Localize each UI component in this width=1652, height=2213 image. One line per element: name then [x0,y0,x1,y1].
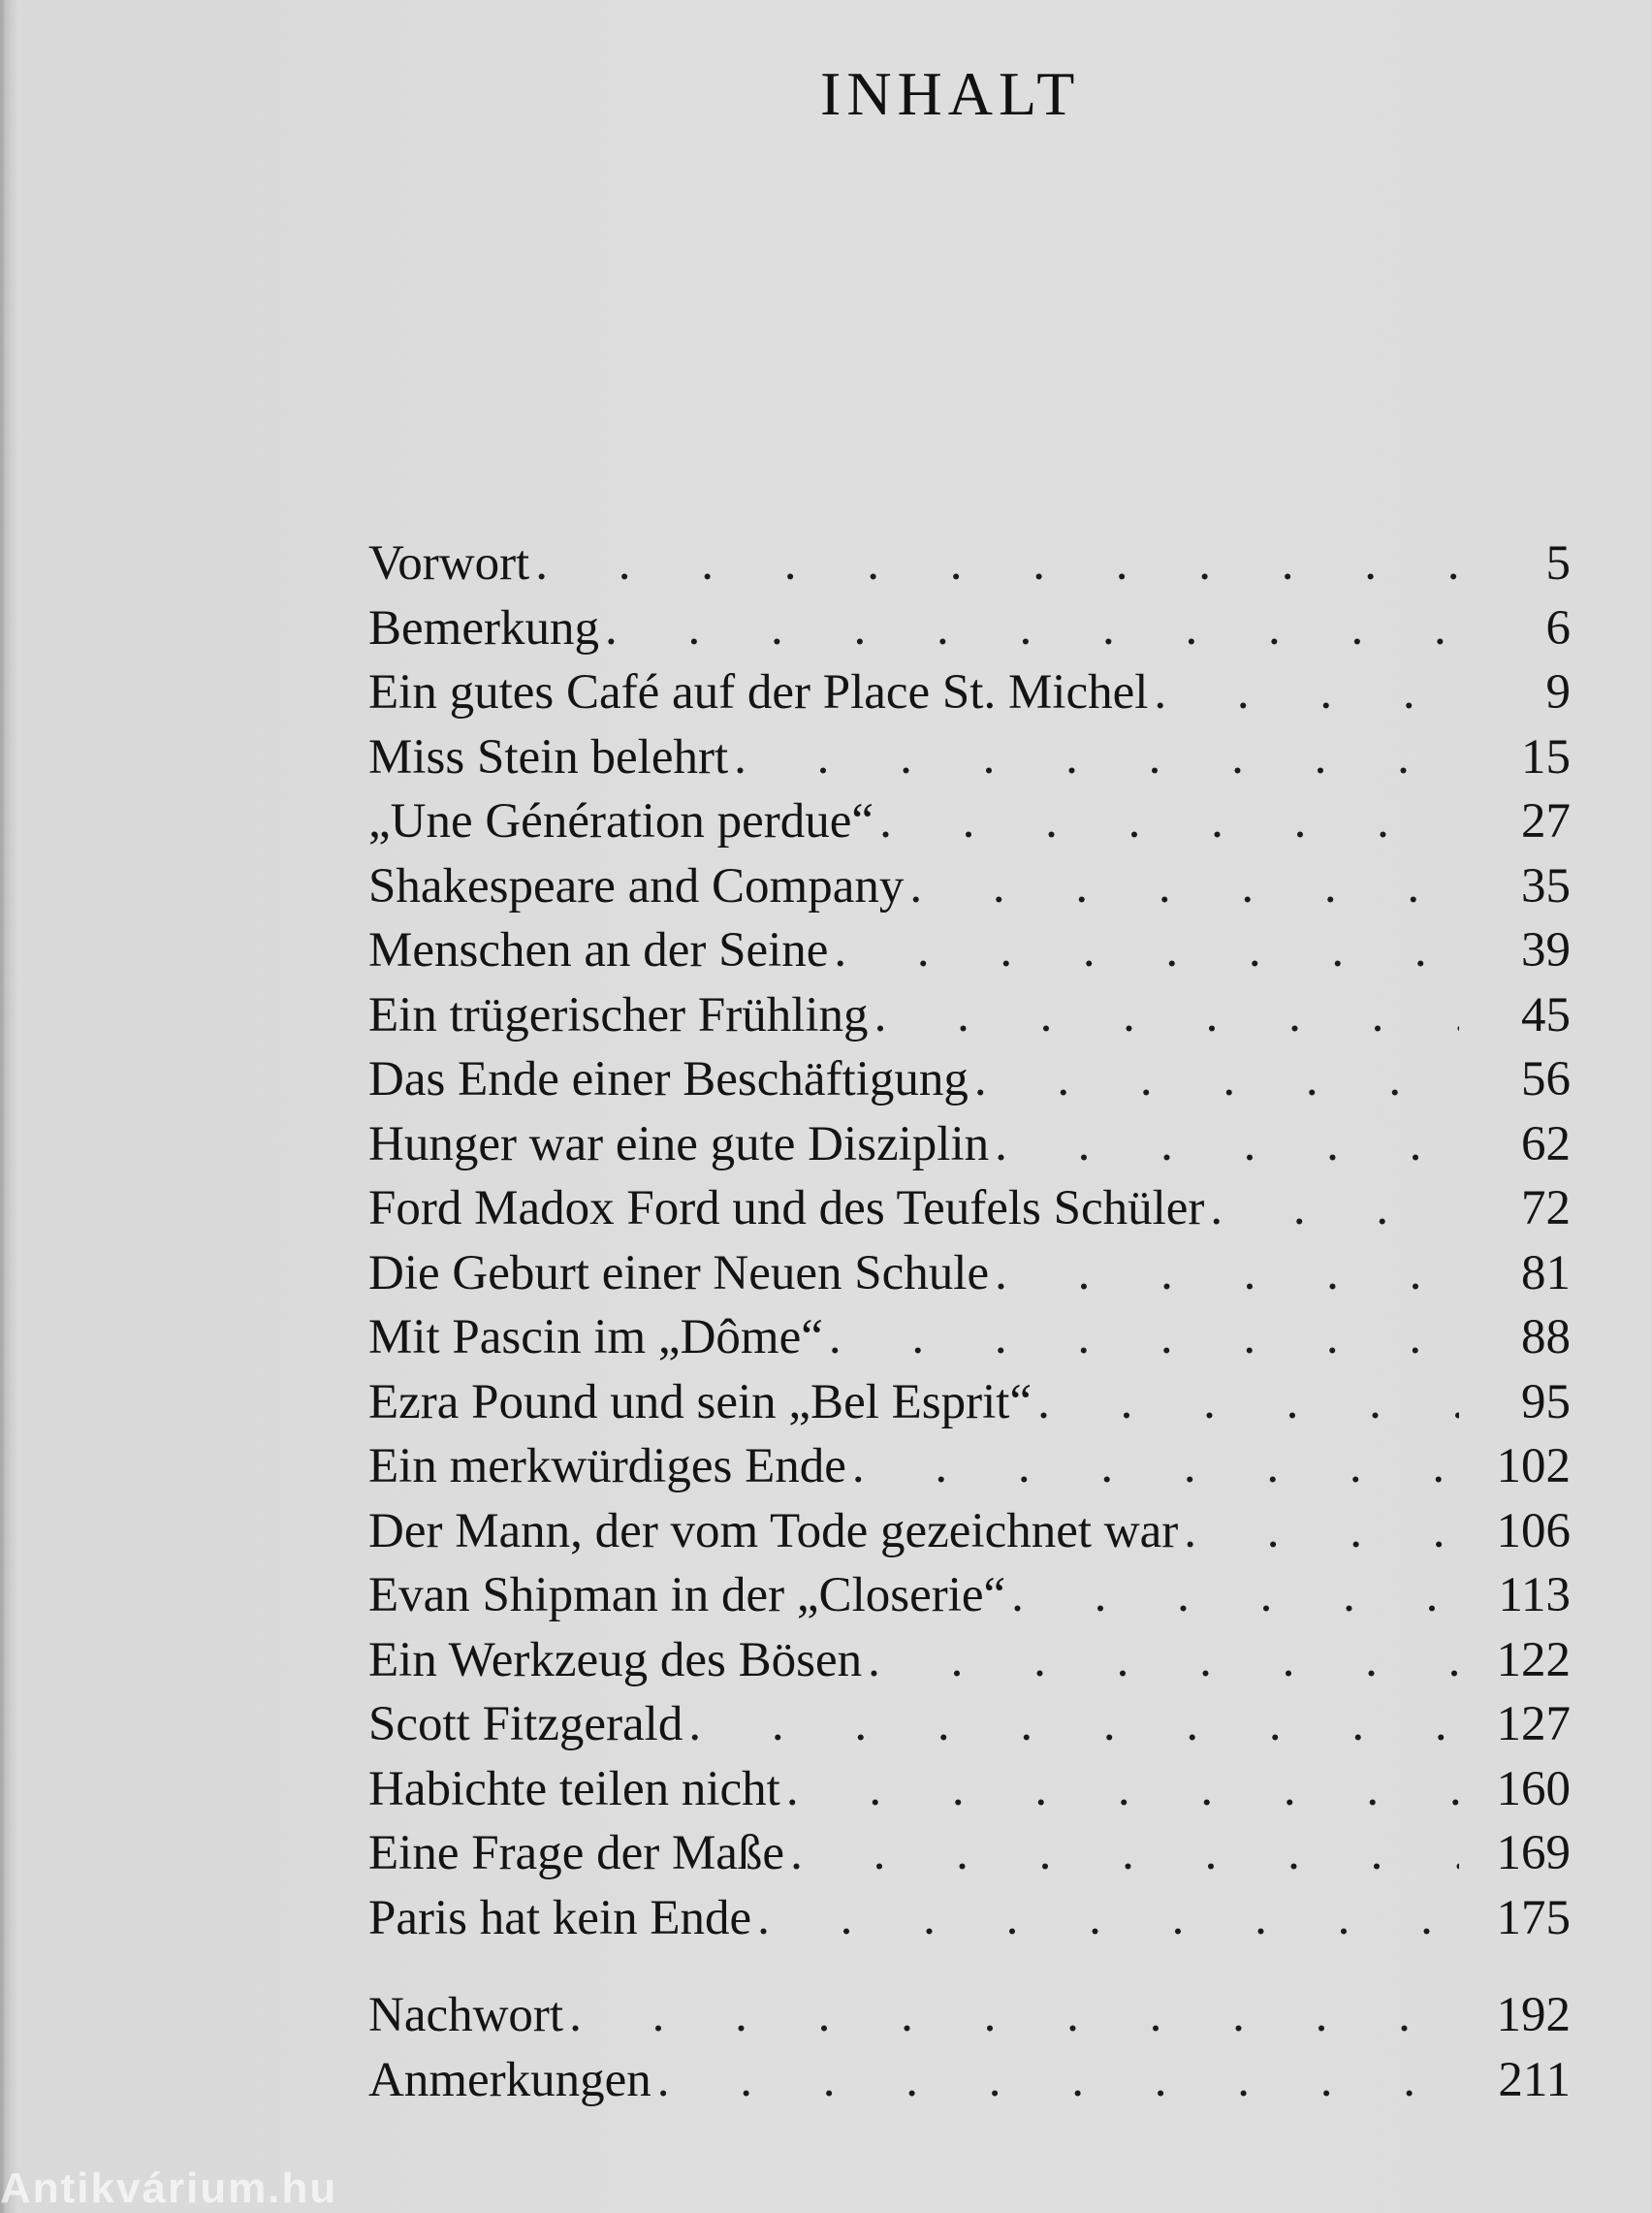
toc-entry [368,1374,1571,1439]
dot-leader [734,729,1459,786]
toc-entry [368,1245,1571,1310]
toc-entry [368,1761,1571,1826]
toc-entry-title: Anmerkungen [368,2052,651,2107]
dot-leader [790,1825,1459,1881]
table-of-contents [368,535,1571,2116]
toc-backmatter-entry [368,2052,1571,2117]
toc-entry-page: 192 [1496,1988,1571,2042]
toc-entry-page: 106 [1496,1503,1571,1558]
toc-entry-title: Mit Pascin im „Dôme“ [368,1310,823,1364]
dot-leader [874,987,1459,1043]
page-title: INHALT [820,59,1081,128]
toc-entry-title: Der Mann, der vom Tode gezeichnet war [368,1503,1179,1558]
toc-entry-page: 35 [1521,858,1571,914]
toc-entry [368,987,1571,1052]
dot-leader [995,1116,1459,1172]
toc-entry [368,1567,1571,1632]
toc-entry-page: 5 [1545,536,1571,591]
dot-leader [834,922,1459,978]
dot-leader [569,1987,1459,2043]
toc-entry [368,1503,1571,1568]
toc-entry [368,1180,1571,1245]
dot-leader [879,793,1459,850]
toc-entry-title: Habichte teilen nicht [368,1761,780,1816]
dot-leader [786,1761,1459,1817]
toc-entry-page: 160 [1496,1761,1571,1816]
dot-leader [657,2052,1459,2108]
toc-entry-page: 211 [1498,2052,1571,2107]
toc-entry-title: Menschen an der Seine [368,923,829,978]
dot-leader [909,858,1459,914]
toc-entry-page: 127 [1496,1697,1571,1751]
toc-entry-title: „Une Génération perdue“ [368,794,874,849]
toc-entry-page: 175 [1496,1890,1571,1945]
toc-entry [368,729,1571,794]
dot-leader [757,1890,1459,1946]
toc-entry-title: Ezra Pound und sein „Bel Esprit“ [368,1374,1032,1429]
toc-entry [368,1309,1571,1374]
toc-entry [368,858,1571,923]
toc-entry-page: 56 [1521,1052,1571,1106]
toc-entry-title: Hunger war eine gute Disziplin [368,1116,990,1171]
toc-entry-page: 45 [1521,987,1571,1042]
dot-leader [1011,1567,1459,1623]
dot-leader [1184,1503,1459,1559]
toc-entry-title: Die Geburt einer Neuen Schule [368,1245,990,1300]
toc-entry-title: Ein Werkzeug des Bösen [368,1632,863,1687]
toc-entry-title: Miss Stein belehrt [368,729,729,785]
toc-entry-page: 169 [1496,1826,1571,1880]
toc-entry-page: 15 [1521,729,1571,785]
toc-entry-title: Shakespeare and Company [368,858,905,914]
toc-entry-page: 72 [1521,1181,1571,1235]
toc-entry-page: 6 [1545,600,1571,656]
dot-leader [852,1438,1459,1494]
toc-entry [368,1696,1571,1761]
toc-entry-title: Vorwort [368,536,530,591]
dot-leader [688,1696,1459,1752]
dot-leader [535,535,1459,592]
toc-entry [368,600,1571,665]
toc-entry-page: 122 [1496,1632,1571,1687]
toc-backmatter-entry [368,1987,1571,2052]
toc-entry-title: Paris hat kein Ende [368,1890,752,1945]
toc-entry [368,664,1571,729]
dot-leader [974,1051,1459,1107]
toc-entry-title: Ein gutes Café auf der Place St. Michel [368,665,1149,720]
toc-entry [368,1438,1571,1503]
toc-entry-page: 27 [1521,794,1571,849]
toc-entry [368,1825,1571,1890]
toc-entry-page: 102 [1496,1439,1571,1493]
toc-entry-title: Das Ende einer Beschäftigung [368,1052,969,1106]
toc-entry-page: 9 [1545,665,1571,720]
toc-entry-title: Ein trügerischer Frühling [368,987,869,1042]
toc-entry-page: 39 [1521,923,1571,978]
dot-leader [1037,1374,1459,1430]
toc-entry-page: 62 [1521,1116,1571,1171]
toc-entry [368,1051,1571,1116]
dot-leader [868,1632,1459,1688]
toc-entry-title: Ford Madox Ford und des Teufels Schüler [368,1181,1205,1235]
dot-leader [605,600,1459,657]
toc-entry-title: Ein merkwürdiges Ende [368,1439,846,1493]
watermark-text: Antikvárium.hu [0,2165,338,2212]
toc-entry-title: Nachwort [368,1988,564,2042]
toc-entry-title: Bemerkung [368,600,599,656]
toc-entry-title: Scott Fitzgerald [368,1697,683,1751]
toc-entry-page: 95 [1521,1374,1571,1429]
toc-entry [368,1116,1571,1181]
toc-entry-page: 81 [1521,1245,1571,1300]
toc-entry [368,1890,1571,1955]
toc-entry-page: 113 [1498,1568,1571,1622]
toc-entry [368,535,1571,600]
dot-leader [1210,1180,1459,1236]
dot-leader [995,1245,1459,1301]
toc-entry [368,1632,1571,1697]
toc-entry-title: Eine Frage der Maße [368,1826,785,1880]
toc-entry [368,922,1571,987]
toc-entry [368,793,1571,858]
dot-leader [829,1309,1459,1365]
toc-entry-page: 88 [1521,1310,1571,1364]
dot-leader [1154,664,1459,721]
toc-entry-title: Evan Shipman in der „Closerie“ [368,1568,1006,1622]
section-spacer [368,1954,1571,1987]
